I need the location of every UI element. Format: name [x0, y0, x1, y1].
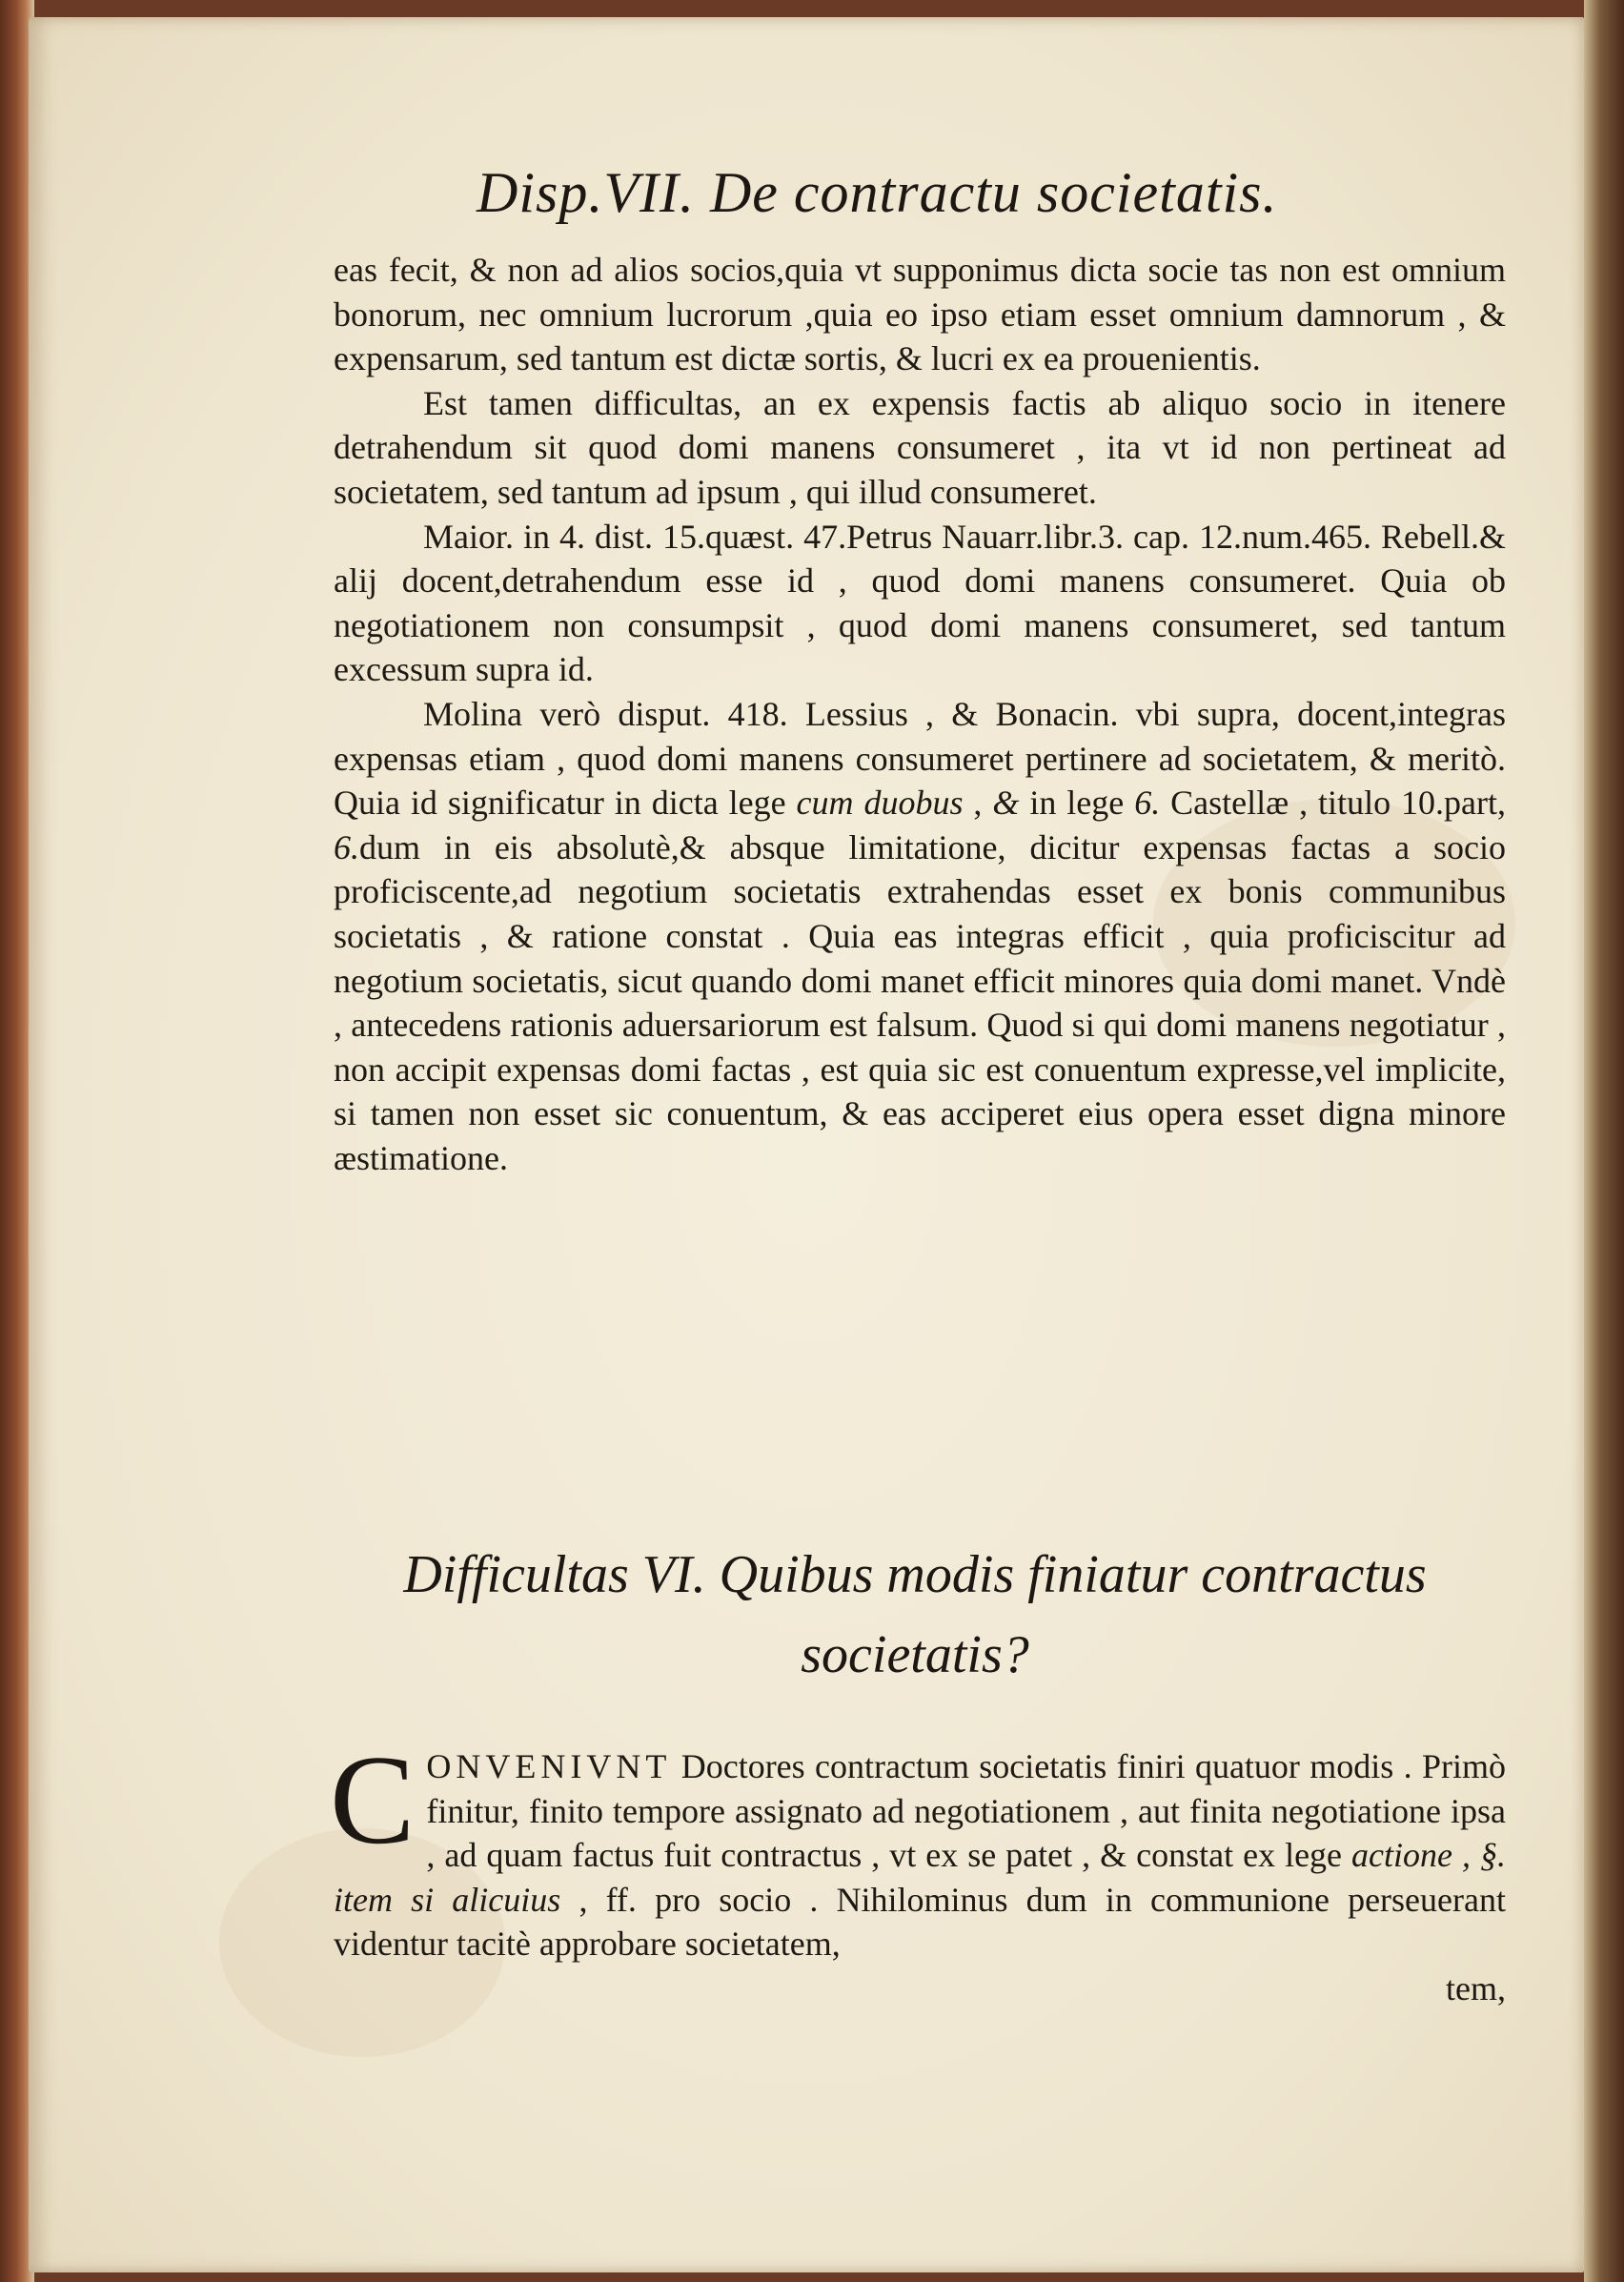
law-number: 6. — [1134, 784, 1161, 823]
page-fore-edge — [1584, 0, 1624, 2282]
lead-word: ONVENIVNT — [426, 1747, 672, 1785]
molina-text-5: dum in eis absolutè,& absque limitatione, dicitur expensas factas a socio proficiscente,ad negotium societatis extrahendas esset ex bonis communibus societatis , & ratione constat . Quia eas integras efficit , quia proficiscitur ad negotium societatis, sicut quando domi manet efficit minores quia domi manet. Vndè , antecedens rationis aduersariorum est falsum. Quod si qui domi manens negotiatur , non accipit expensas domi factas , est quia sic est conuentum expresse,vel implicite, si tamen non esset sic conuentum, & eas acciperet eius opera esset digna minore æstimatione. — [334, 827, 1506, 1177]
heading-line-2: societatis? — [801, 1625, 1029, 1684]
section-heading — [324, 1535, 1506, 1695]
paragraph-molina — [334, 692, 1506, 1181]
body-text-bottom — [330, 1729, 1507, 2011]
paragraph-conueniunt — [330, 1729, 1507, 1966]
molina-text-3: in lege — [1019, 784, 1135, 823]
conueniunt-text-1: Doctores contractum societatis finiri quatuor modis . Primò finitur, finito tempore assignato ad negotiationem , aut finita negotiatione ipsa , ad quam factus fuit contractus , vt ex se patet , & constat ex lege — [426, 1747, 1506, 1875]
drop-cap: C — [330, 1729, 416, 1870]
paragraph-difficultas: Est tamen difficultas, an ex expensis factis ab aliquo socio in itenere detrahendum sit quod domi manens consumeret , ita vt id non pertineat ad societatem, sed tantum ad ipsum , qui illud consumeret. — [334, 383, 1506, 511]
body-text-top — [334, 248, 1506, 1180]
law-reference-actione: actione , §. item si alicuius — [334, 1836, 1507, 1919]
running-head: Disp.VII. De contractu societatis. — [477, 161, 1278, 224]
part-number: 6. — [334, 827, 359, 866]
law-reference-cum-duobus: cum duobus — [796, 784, 964, 823]
catchword: tem, — [1446, 1968, 1506, 2007]
conueniunt-text-2: , ff. pro socio . Nihilominus dum in communione perseuerant videntur tacitè approbare societatem, — [334, 1880, 1506, 1964]
italic-ampersand: & — [992, 784, 1020, 823]
molina-text-1: Molina verò disput. 418. Lessius , & Bonacin. vbi supra, docent,integras expensas etiam , quod domi manens consumeret pertinere ad societatem, & meritò. Quia id significatur in dicta lege — [334, 694, 1506, 823]
paragraph-maior: Maior. in 4. dist. 15.quæst. 47.Petrus Nauarr.libr.3. cap. 12.num.465. Rebell.& alij docent,detrahendum esse id , quod domi manens consumeret. Quia ob negotiationem non consumpsit , quod domi manens consumeret, sed tantum excessum supra id. — [334, 517, 1506, 689]
heading-line-1: Difficultas VI. Quibus modis finiatur contractus — [403, 1545, 1427, 1604]
molina-text-4: Castellæ , titulo 10.part, — [1160, 784, 1506, 823]
molina-text-2: , — [963, 784, 993, 823]
paragraph-continuation: eas fecit, & non ad alios socios,quia vt supponimus dicta socie tas non est omnium bonorum, nec omnium lucrorum ,quia eo ipso etiam esset omnium damnorum , & expensarum, sed tantum est dictæ sortis, & lucri ex ea prouenientis. — [334, 251, 1506, 378]
